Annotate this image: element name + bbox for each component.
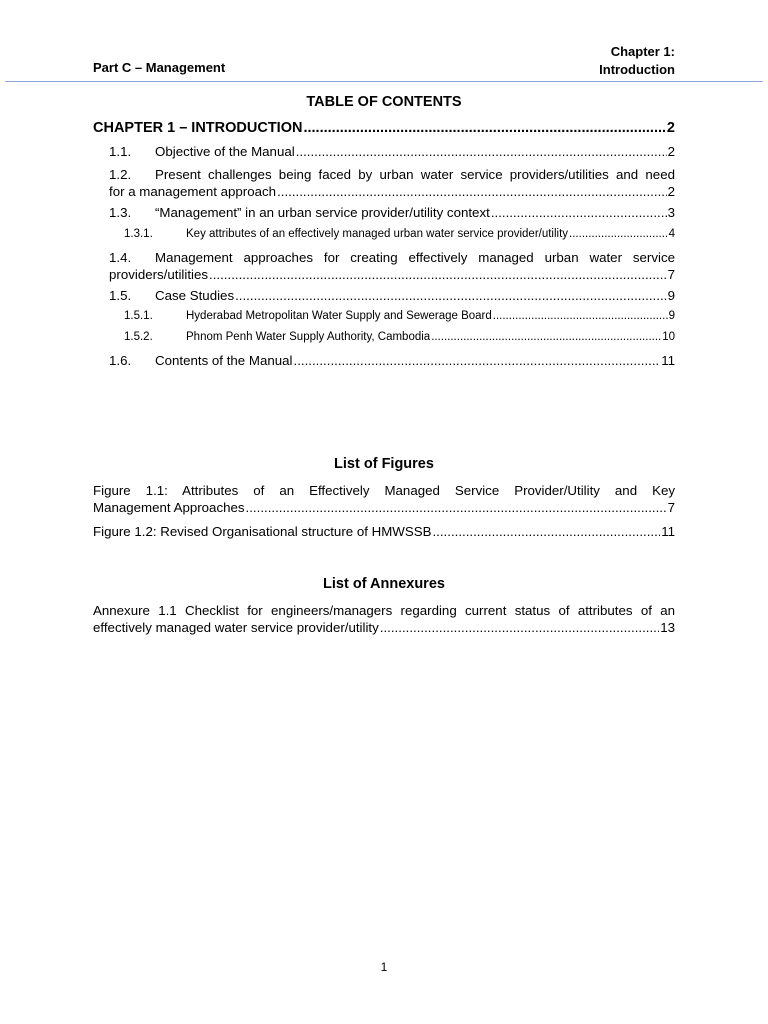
toc-entry[interactable] [109,288,675,303]
toc-page-number: 2 [667,144,675,159]
toc-entry-number: 1.2. [109,167,132,182]
toc-entry-number: 1.3.1. [124,228,153,240]
toc-chapter-label: CHAPTER 1 – INTRODUCTION [93,120,303,136]
header-chapter-label [599,43,675,79]
toc-entry-text: Present challenges being faced by urban water service providers/utilities and need [155,167,675,182]
toc-entry-number: 1.4. [109,250,132,265]
toc-entry-number: 1.6. [109,353,132,368]
toc-entry-text: Case Studies [155,288,235,303]
figure-entry-text-cont: Management Approaches [93,500,245,515]
toc-entry-text-cont: for a management approach [109,184,277,199]
dot-leader [303,120,665,136]
annexure-entry[interactable] [93,602,675,636]
annexure-entry-text: Annexure 1.1 Checklist for engineers/managers regarding current status of attributes of an [93,603,675,618]
figures-title: List of Figures [334,456,434,472]
annexures-title: List of Annexures [323,576,445,592]
dot-leader [209,266,667,283]
dot-leader [277,183,667,200]
toc-entry-number: 1.5.1. [124,310,153,322]
header-part-label: Part C – Management [93,60,226,75]
toc-entry[interactable] [109,205,675,220]
toc-entry-text-cont: providers/utilities [109,267,209,282]
toc-page-number: 4 [668,228,675,240]
dot-leader [431,331,661,343]
dot-leader [235,288,667,303]
toc-page-number: 7 [667,267,675,282]
toc-entry-text: “Management” in an urban service provider/utility context [155,205,490,220]
toc-title: TABLE OF CONTENTS [306,94,462,110]
toc-entry-text: Management approaches for creating effectively managed urban water service [155,250,675,265]
figure-entry-text: Figure 1.1: Attributes of an Effectively Managed Service Provider/Utility and Key [93,483,675,498]
figure-page-number: 7 [667,500,675,515]
dot-leader [569,228,668,240]
figure-page-number: 11 [661,524,675,539]
toc-entry-text: Contents of the Manual [155,353,293,368]
toc-entry[interactable] [109,249,675,283]
toc-entry-number: 1.5. [109,288,132,303]
header-divider [5,81,763,82]
toc-entry-text: Key attributes of an effectively managed urban water service provider/utility [186,228,569,240]
toc-entry-number: 1.3. [109,205,132,220]
dot-leader [246,499,667,516]
dot-leader [294,353,661,368]
dot-leader [380,619,659,636]
figure-entry[interactable] [93,524,675,539]
toc-entry-number: 1.1. [109,144,132,159]
page-number: 1 [380,960,388,974]
toc-chapter-entry[interactable] [93,120,675,136]
toc-subentry[interactable] [124,228,675,240]
figure-entry[interactable] [93,482,675,516]
toc-subentry[interactable] [124,331,675,343]
toc-entry[interactable] [109,144,675,159]
toc-page-number: 11 [661,353,675,368]
toc-page-number: 10 [662,331,675,343]
toc-page-number: 9 [667,288,675,303]
toc-entry-text: Objective of the Manual [155,144,295,159]
toc-page-number: 3 [667,205,675,220]
dot-leader [491,205,667,220]
toc-entry[interactable] [109,166,675,200]
toc-page-number: 2 [667,184,675,199]
toc-page-number: 9 [668,310,675,322]
annexure-page-number: 13 [660,620,675,635]
toc-entry-text: Phnom Penh Water Supply Authority, Cambodia [186,331,431,343]
toc-entry-text: Hyderabad Metropolitan Water Supply and Sewerage Board [186,310,492,322]
toc-page-number: 2 [666,120,675,136]
toc-subentry[interactable] [124,310,675,322]
dot-leader [432,524,660,539]
dot-leader [493,310,668,322]
annexure-entry-text-cont: effectively managed water service provider/utility [93,620,379,635]
toc-entry-number: 1.5.2. [124,331,153,343]
figure-entry-text: Figure 1.2: Revised Organisational structure of HMWSSB [93,524,432,539]
dot-leader [296,144,667,159]
header-chapter-name: Introduction [599,62,675,77]
header-chapter-number: Chapter 1: [610,44,675,59]
toc-entry[interactable] [109,353,675,368]
